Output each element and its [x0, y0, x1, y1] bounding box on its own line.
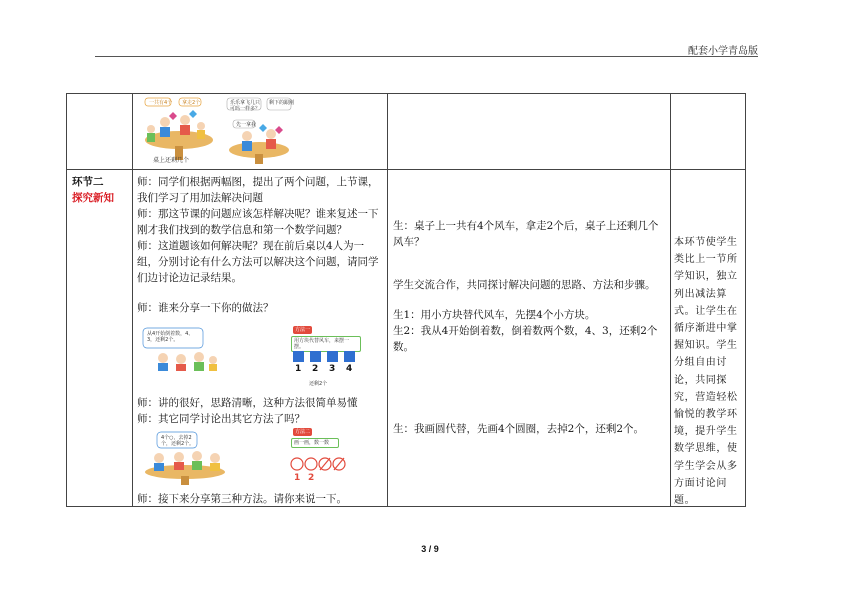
student-line: 生：桌子上一共有4个风车，拿走2个后，桌子上还剩几个风车？	[393, 220, 659, 248]
student-line: 学生交流合作，共同探讨解决问题的思路、方法和步骤。	[393, 279, 656, 291]
scene-caption: 桌上还剩几个	[153, 157, 190, 164]
row-divider	[67, 169, 745, 170]
method-one-bubble: 从4开始倒着数，4、3，还剩2个。	[147, 331, 194, 343]
lesson-table	[66, 93, 746, 507]
student-line: 生：我画圆代替，先画4个圆圈，去掉2个，还剩2个。	[393, 423, 645, 435]
square-number: 2	[312, 364, 319, 374]
teacher-line: 师：其它同学讨论出其它方法了吗？	[137, 413, 305, 425]
bubble-left-1: 一共有4个	[149, 100, 173, 106]
teacher-activity-last	[137, 491, 385, 507]
method-one-tag: 方法一	[295, 327, 311, 333]
stage-label	[72, 174, 130, 206]
stage-name: 探究新知	[72, 192, 114, 204]
square-number: 4	[346, 364, 353, 374]
column-divider	[387, 94, 388, 506]
page-number: 3 / 9	[421, 544, 439, 554]
teacher-line: 师：同学们根据两幅图，提出了两个问题，上节课，我们学习了用加法解决问题	[137, 176, 379, 204]
square-number: 3	[329, 364, 336, 374]
teacher-line: 师：谁来分享一下你的做法？	[137, 302, 274, 314]
circle-numbers	[289, 473, 329, 485]
teacher-activity	[137, 174, 385, 316]
blue-squares	[291, 350, 361, 364]
method-two-bubble: 4个○，去掉2个，还剩2个。	[161, 435, 195, 447]
method-two-figure	[141, 430, 361, 492]
bubble-mid: 先一拿我	[236, 122, 257, 128]
column-divider	[670, 94, 671, 506]
header-title: 配套小学青岛版	[688, 46, 758, 57]
bubble-right-2: 剩下的跟刚	[269, 100, 295, 106]
design-intent-text: 本环节使学生类比上一节所学知识，独立列出减法算式。让学生在循序渐进中掌握知识。学生分组自由讨论，共同探究，营造轻松愉悦的教学环境，提升学生数学思维，使学生学会从多方面讨论问题。	[674, 237, 738, 507]
teacher-activity-continued	[137, 395, 385, 427]
method-one-figure	[141, 326, 361, 390]
square-numbers	[291, 364, 361, 376]
teacher-line: 师：接下来分享第三种方法。请你来说一下。	[137, 493, 347, 505]
student-activity	[393, 218, 663, 437]
teacher-line: 师：那这节课的问题应该怎样解决呢？谁来复述一下刚才我们找到的数学信息和第一个数学问题？	[137, 208, 379, 236]
method-one-caption: 还剩2个	[309, 381, 328, 387]
method-one-instruction: 用方块代替风车，来摆一摆。	[291, 336, 361, 352]
bubble-right-1: 乐乐拿飞几只	[230, 100, 261, 106]
student-line: 生1：用小方块替代风车，先摆4个小方块。	[393, 309, 596, 321]
method-two-tag: 方法二	[295, 429, 311, 435]
crossed-circles	[289, 456, 349, 472]
bubble-right-3: 可吗一样多？	[230, 106, 261, 112]
stage-number: 环节二	[72, 176, 104, 188]
bubble-left-2: 拿走2个	[182, 100, 201, 106]
header-rule	[95, 56, 758, 57]
student-line: 生2：我从4开始倒着数，倒着数两个数，4、3，还剩2个数。	[393, 325, 658, 353]
method-two-instruction: 画一画，数一数	[291, 438, 339, 448]
column-divider	[132, 94, 133, 506]
square-number: 1	[295, 364, 302, 374]
circle-number: 1	[294, 473, 301, 483]
teacher-line: 师：这道题该如何解决呢？现在前后桌以4人为一组，分别讨论有什么方法可以解决这个问题，请同学们边讨论边记录结果。	[137, 240, 379, 284]
teacher-line: 师：讲的很好，思路清晰，这种方法很简单易懂	[137, 397, 358, 409]
circle-number: 2	[308, 473, 315, 483]
